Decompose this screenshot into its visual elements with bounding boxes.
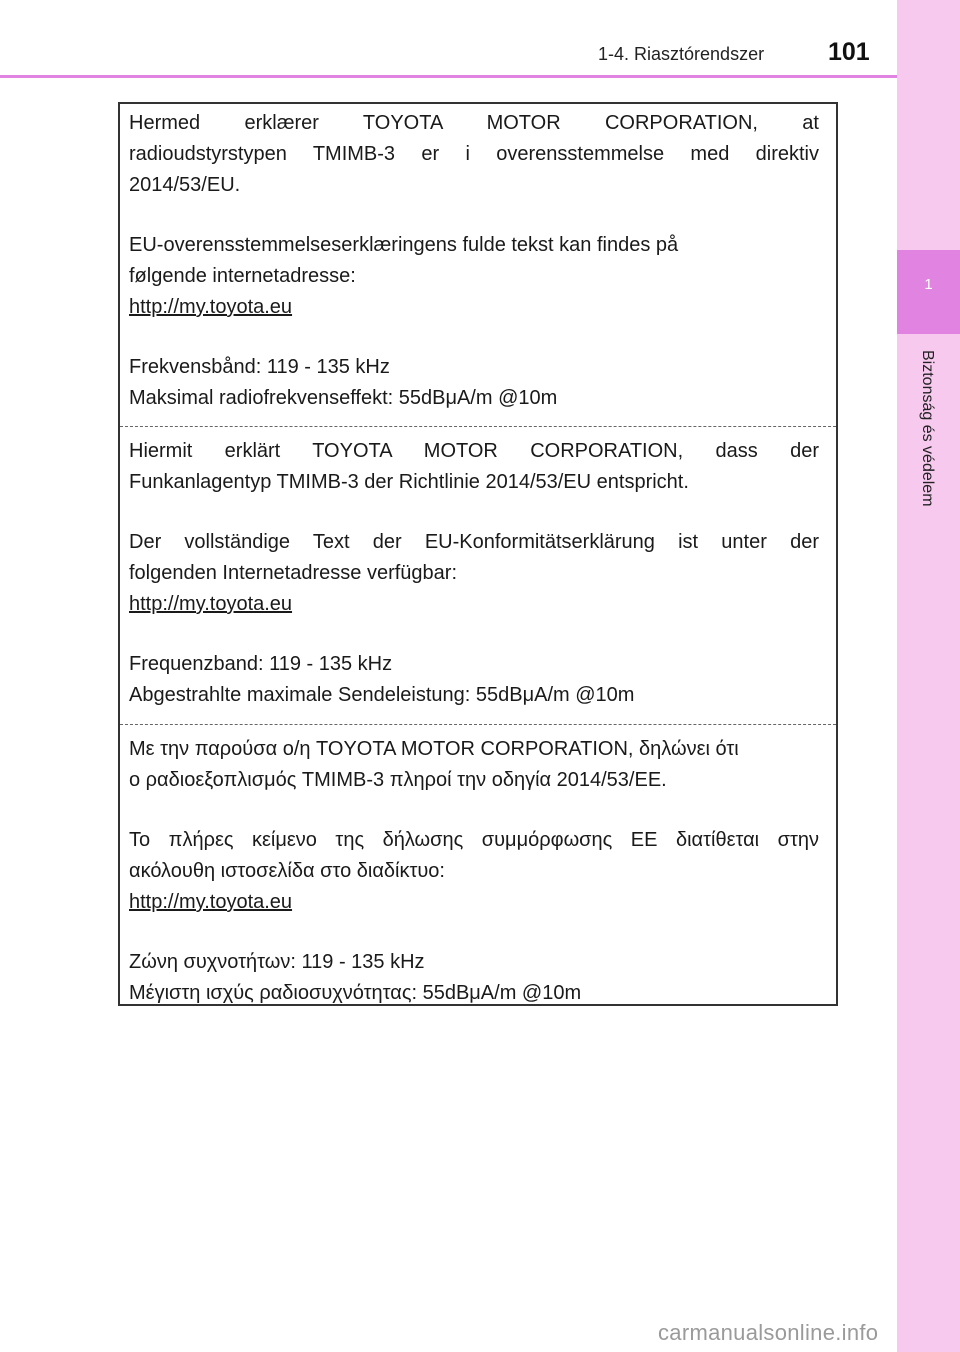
danish-link[interactable]: http://my.toyota.eu [129, 296, 293, 318]
watermark: carmanualsonline.info [658, 1320, 879, 1345]
greek-frequency: Ζώνη συχνοτήτων: 119 - 135 kHz [129, 951, 425, 973]
german-line-1: Hiermit erklärt TOYOTA MOTOR CORPORATION, dass der [129, 440, 819, 462]
german-declaration [129, 436, 819, 711]
danish-line-1: Hermed erklærer TOYOTA MOTOR CORPORATION, at [129, 112, 819, 134]
section-divider [120, 724, 836, 725]
greek-power: Μέγιστη ισχύς ραδιοσυχνότητας: 55dBμA/m @10m [129, 982, 582, 1004]
section-title: 1-4. Riasztórendszer [598, 44, 765, 64]
danish-line-4: EU-overensstemmelseserklæringens fulde tekst kan findes på [129, 234, 679, 256]
german-frequency: Frequenzband: 119 - 135 kHz [129, 653, 393, 675]
greek-declaration [129, 734, 819, 1009]
german-link[interactable]: http://my.toyota.eu [129, 593, 293, 615]
german-line-3: Der vollständige Text der EU-Konformitätserklärung ist unter der [129, 531, 819, 553]
german-line-2: Funkanlagentyp TMIMB-3 der Richtlinie 2014/53/EU entspricht. [129, 471, 689, 493]
greek-line-3: Το πλήρες κείμενο της δήλωσης συμμόρφωσης ΕΕ διατίθεται στην [129, 829, 819, 851]
greek-line-4: ακόλουθη ιστοσελίδα στο διαδίκτυο: [129, 860, 445, 882]
chapter-side-tab [897, 0, 960, 1352]
chapter-number: 1 [924, 276, 933, 293]
section-divider [120, 426, 836, 427]
conformity-notice-box [118, 102, 838, 1006]
danish-line-5: følgende internetadresse: [129, 265, 356, 287]
danish-line-2: radioudstyrstypen TMIMB-3 er i overensstemmelse med direktiv [129, 143, 819, 165]
greek-line-2: ο ραδιοεξοπλισμός TMIMB-3 πληροί την οδηγία 2014/53/ΕΕ. [129, 769, 667, 791]
german-line-4: folgenden Internetadresse verfügbar: [129, 562, 457, 584]
greek-line-1: Με την παρούσα ο/η TOYOTA MOTOR CORPORATION, δηλώνει ότι [129, 738, 739, 760]
page-number: 101 [828, 38, 870, 66]
header-rule [0, 75, 897, 78]
german-power: Abgestrahlte maximale Sendeleistung: 55dBμA/m @10m [129, 684, 635, 706]
danish-frequency: Frekvensbånd: 119 - 135 kHz [129, 356, 390, 378]
danish-power: Maksimal radiofrekvenseffekt: 55dBμA/m @10m [129, 387, 558, 409]
chapter-label: Biztonság és védelem [919, 350, 936, 507]
greek-link[interactable]: http://my.toyota.eu [129, 891, 293, 913]
chapter-number-box [897, 250, 960, 334]
danish-declaration [129, 108, 819, 414]
danish-line-3: 2014/53/EU. [129, 174, 241, 196]
